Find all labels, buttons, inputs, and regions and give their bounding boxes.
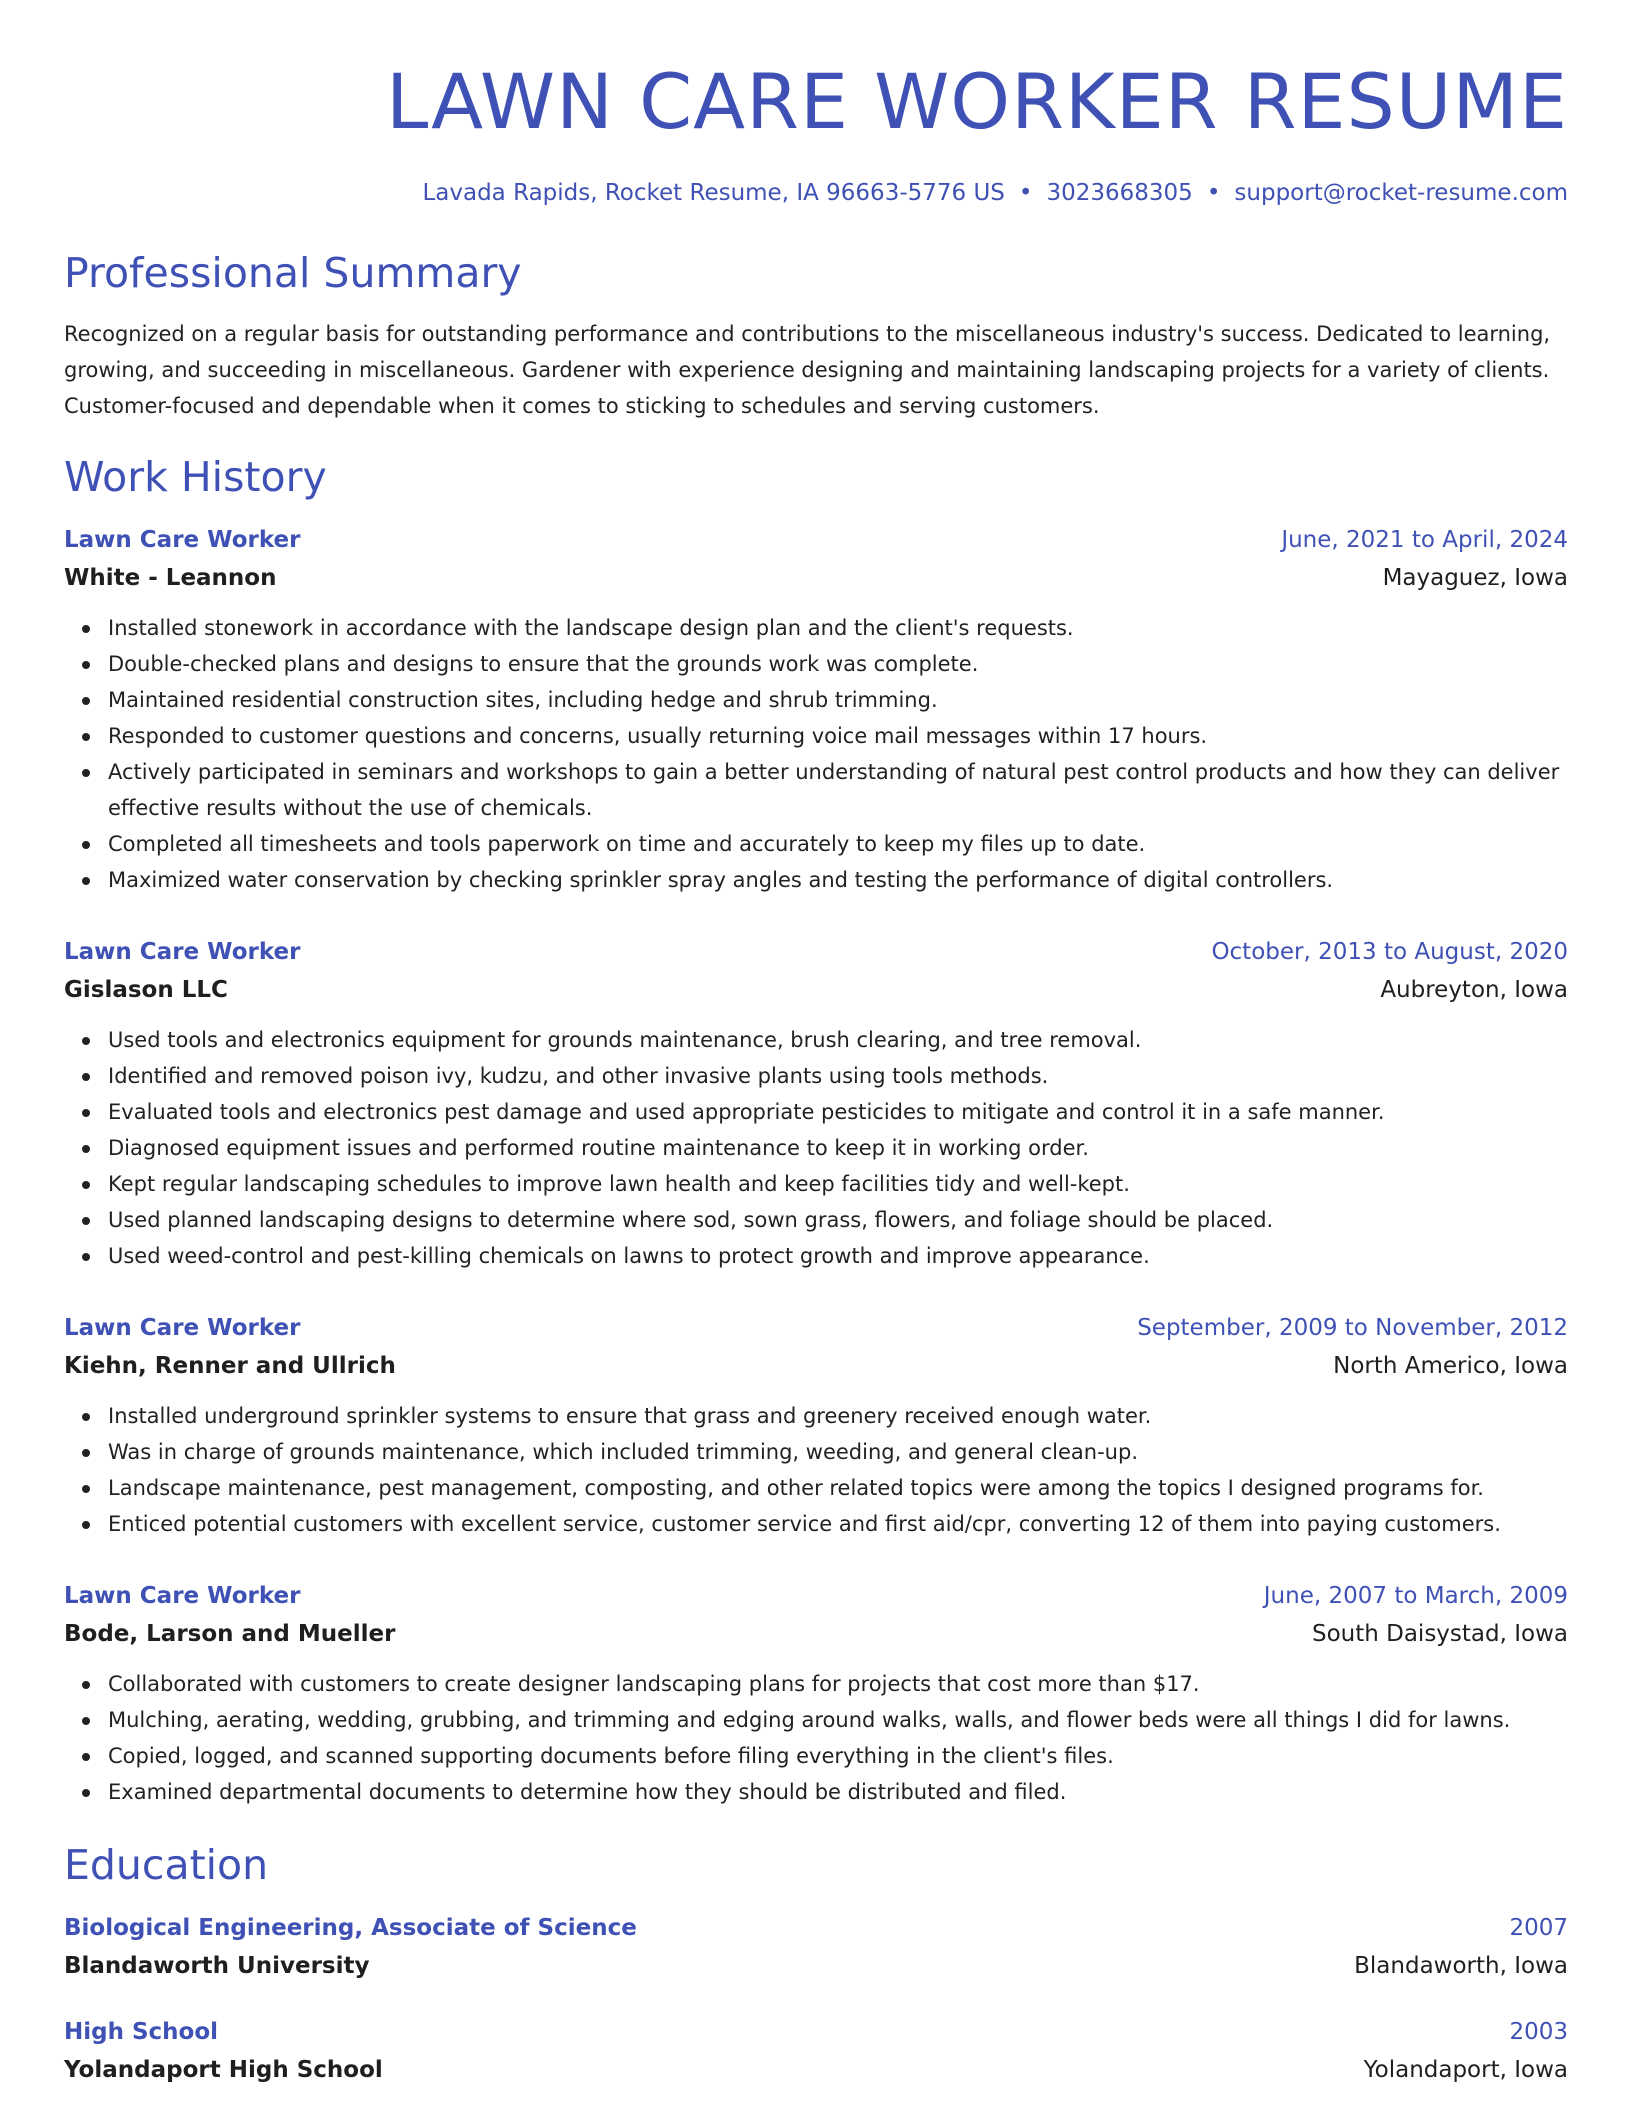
education-location: Blandaworth, Iowa xyxy=(1354,1953,1568,1979)
contact-address: Lavada Rapids, Rocket Resume, IA 96663-5776 US xyxy=(422,180,1005,206)
bullet-item: Mulching, aerating, wedding, grubbing, and trimming and edging around walks, walls, and flower beds were all things I did for lawns. xyxy=(108,1702,1568,1738)
job-bullets xyxy=(64,1398,1568,1542)
job-title: Lawn Care Worker xyxy=(64,939,301,965)
section-heading-work: Work History xyxy=(64,453,327,501)
bullet-item: Diagnosed equipment issues and performed routine maintenance to keep it in working order. xyxy=(108,1130,1568,1166)
job-dates: June, 2007 to March, 2009 xyxy=(1263,1583,1568,1609)
contact-separator: • xyxy=(1018,180,1033,206)
bullet-item: Installed underground sprinkler systems to ensure that grass and greenery received enough water. xyxy=(108,1398,1568,1434)
bullet-item: Collaborated with customers to create designer landscaping plans for projects that cost more than $17. xyxy=(108,1666,1568,1702)
education-location: Yolandaport, Iowa xyxy=(1363,2057,1568,2083)
resume-title: LAWN CARE WORKER RESUME xyxy=(386,57,1568,146)
education-degree: Biological Engineering, Associate of Science xyxy=(64,1915,637,1941)
education-school: Blandaworth University xyxy=(64,1953,370,1979)
bullet-item: Identified and removed poison ivy, kudzu, and other invasive plants using tools methods. xyxy=(108,1058,1568,1094)
job-location: Aubreyton, Iowa xyxy=(1380,977,1568,1003)
section-heading-summary: Professional Summary xyxy=(64,249,522,297)
job-bullets xyxy=(64,610,1568,898)
bullet-item: Copied, logged, and scanned supporting documents before filing everything in the client's files. xyxy=(108,1738,1568,1774)
job-employer: Gislason LLC xyxy=(64,977,228,1003)
contact-line xyxy=(64,178,1568,208)
job-location: North Americo, Iowa xyxy=(1333,1353,1568,1379)
job-entry xyxy=(64,1310,1568,1542)
bullet-item: Installed stonework in accordance with the landscape design plan and the client's requests. xyxy=(108,610,1568,646)
job-employer: White - Leannon xyxy=(64,565,277,591)
bullet-item: Examined departmental documents to determine how they should be distributed and filed. xyxy=(108,1774,1568,1810)
bullet-item: Completed all timesheets and tools paperwork on time and accurately to keep my files up to date. xyxy=(108,826,1568,862)
contact-phone: 3023668305 xyxy=(1046,180,1193,206)
job-entry xyxy=(64,934,1568,1274)
bullet-item: Used weed-control and pest-killing chemicals on lawns to protect growth and improve appearance. xyxy=(108,1238,1568,1274)
job-employer: Kiehn, Renner and Ullrich xyxy=(64,1353,396,1379)
contact-email: support@rocket-resume.com xyxy=(1234,180,1568,206)
job-bullets xyxy=(64,1022,1568,1274)
bullet-item: Was in charge of grounds maintenance, which included trimming, weeding, and general clean-up. xyxy=(108,1434,1568,1470)
bullet-item: Kept regular landscaping schedules to improve lawn health and keep facilities tidy and well-kept. xyxy=(108,1166,1568,1202)
job-title: Lawn Care Worker xyxy=(64,1315,301,1341)
job-employer: Bode, Larson and Mueller xyxy=(64,1621,396,1647)
job-dates: September, 2009 to November, 2012 xyxy=(1137,1315,1568,1341)
job-entry xyxy=(64,1578,1568,1810)
job-location: Mayaguez, Iowa xyxy=(1382,565,1568,591)
bullet-item: Enticed potential customers with excellent service, customer service and first aid/cpr, converting 12 of them into paying customers. xyxy=(108,1506,1568,1542)
education-year: 2007 xyxy=(1509,1915,1568,1941)
bullet-item: Used tools and electronics equipment for grounds maintenance, brush clearing, and tree removal. xyxy=(108,1022,1568,1058)
job-dates: October, 2013 to August, 2020 xyxy=(1211,939,1568,965)
job-bullets xyxy=(64,1666,1568,1810)
bullet-item: Maintained residential construction sites, including hedge and shrub trimming. xyxy=(108,682,1568,718)
education-school: Yolandaport High School xyxy=(64,2057,383,2083)
resume-page xyxy=(64,0,1568,2090)
section-heading-education: Education xyxy=(64,1841,269,1889)
job-location: South Daisystad, Iowa xyxy=(1311,1621,1568,1647)
education-year: 2003 xyxy=(1509,2019,1568,2045)
bullet-item: Double-checked plans and designs to ensure that the grounds work was complete. xyxy=(108,646,1568,682)
summary-text: Recognized on a regular basis for outstanding performance and contributions to the miscellaneous industry's success. Dedicated to learning, growing, and succeeding in miscellaneous. Gardener with experience designing and maintaining landscaping projects for a variety of clients. Customer-focused and dependable when it comes to sticking to schedules and serving customers. xyxy=(64,322,1551,418)
bullet-item: Landscape maintenance, pest management, composting, and other related topics were among the topics I designed programs for. xyxy=(108,1470,1568,1506)
education-entry xyxy=(64,1910,1568,1986)
bullet-item: Actively participated in seminars and workshops to gain a better understanding of natural pest control products and how they can deliver effective results without the use of chemicals. xyxy=(108,754,1568,826)
job-dates: June, 2021 to April, 2024 xyxy=(1281,527,1568,553)
contact-separator: • xyxy=(1206,180,1221,206)
education-degree: High School xyxy=(64,2019,219,2045)
bullet-item: Used planned landscaping designs to determine where sod, sown grass, flowers, and foliage should be placed. xyxy=(108,1202,1568,1238)
education-entry xyxy=(64,2014,1568,2090)
bullet-item: Responded to customer questions and concerns, usually returning voice mail messages within 17 hours. xyxy=(108,718,1568,754)
bullet-item: Maximized water conservation by checking sprinkler spray angles and testing the performance of digital controllers. xyxy=(108,862,1568,898)
job-title: Lawn Care Worker xyxy=(64,527,301,553)
bullet-item: Evaluated tools and electronics pest damage and used appropriate pesticides to mitigate and control it in a safe manner. xyxy=(108,1094,1568,1130)
job-title: Lawn Care Worker xyxy=(64,1583,301,1609)
job-entry xyxy=(64,522,1568,898)
